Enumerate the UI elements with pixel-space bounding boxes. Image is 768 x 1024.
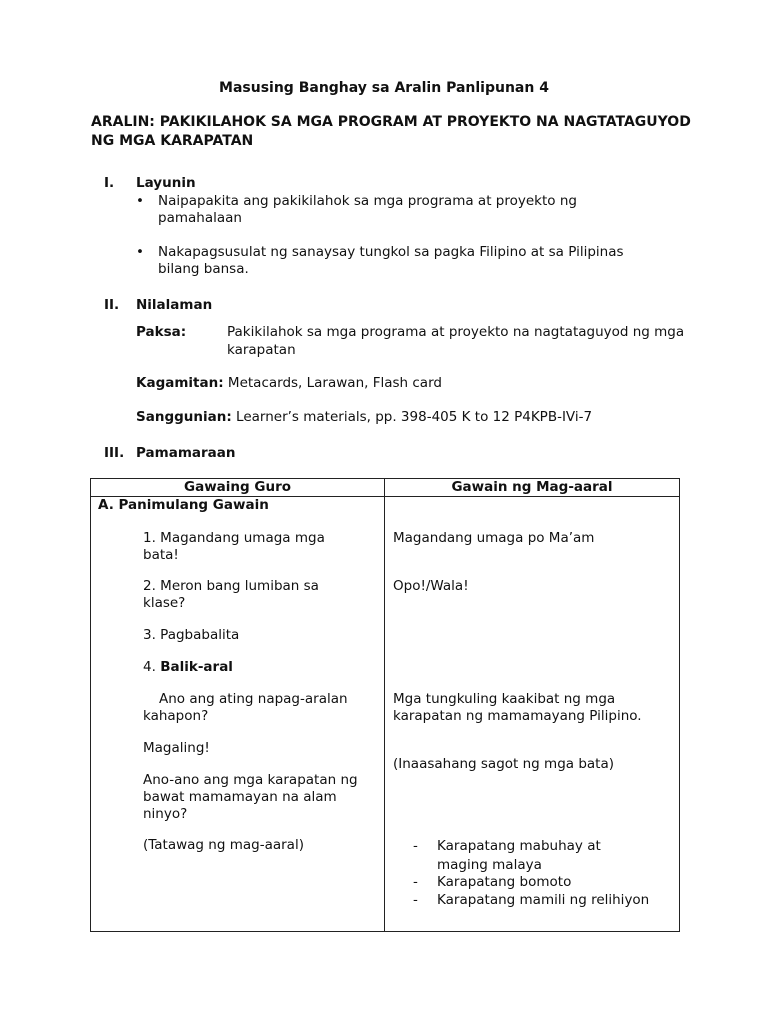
guro-step-4-label: Balik-aral (160, 659, 233, 675)
bullet-icon: • (136, 244, 144, 260)
student-reply-2: Opo!/Wala! (393, 578, 469, 594)
mag-aaral-cell (385, 497, 680, 932)
section-3-title: Pamamaraan (136, 445, 236, 461)
student-expected-answer: (Inaasahang sagot ng mga bata) (393, 756, 614, 772)
section-2-number: II. (104, 297, 120, 313)
col-header-guro: Gawaing Guro (91, 479, 385, 497)
sanggunian-value: Learner’s materials, pp. 398-405 K to 12 P4KPB-IVi-7 (236, 409, 593, 425)
list-item (413, 874, 572, 891)
part-a-heading: A. Panimulang Gawain (98, 497, 269, 513)
right-item-3: Karapatang mamili ng relihiyon (437, 892, 650, 908)
section-1-number: I. (104, 175, 115, 191)
guro-step-4 (143, 659, 233, 676)
paksa-field: Paksa: Pakikilahok sa mga programa at proyekto na nagtataguyod ng mga karapatan (136, 323, 696, 341)
section-1-title: Layunin (136, 175, 196, 191)
kagamitan-field: Kagamitan: Metacards, Larawan, Flash card (136, 375, 442, 391)
objective-2-text: Nakapagsusulat ng sanaysay tungkol sa pagka Filipino at sa Pilipinas bilang bansa. (158, 244, 624, 277)
procedure-table (90, 478, 680, 932)
guro-question-1: Ano ang ating napag-aralan kahapon? (143, 691, 348, 724)
table-header-row (91, 479, 680, 497)
list-item (413, 837, 601, 873)
dash-marker: - (413, 874, 418, 890)
guro-cell (91, 497, 385, 932)
table-row (91, 497, 680, 932)
section-2-title: Nilalaman (136, 297, 213, 313)
paksa-label: Paksa (136, 324, 181, 340)
guro-praise: Magaling! (143, 740, 210, 756)
guro-question-2: Ano-ano ang mga karapatan ng bawat mamamayan na alam ninyo? (143, 772, 358, 822)
dash-marker: - (413, 838, 418, 854)
guro-step-3: 3. Pagbabalita (143, 627, 240, 643)
right-item-2: Karapatang bomoto (437, 874, 572, 890)
dash-marker: - (413, 892, 418, 908)
student-reply-3: Mga tungkuling kaakibat ng mga karapatan ng mamamayang Pilipino. (393, 691, 642, 724)
kagamitan-label: Kagamitan (136, 375, 219, 391)
section-3-number: III. (104, 445, 125, 461)
objective-1-text: Naipapakita ang pakikilahok sa mga programa at proyekto ng pamahalaan (158, 193, 577, 226)
guro-call-student: (Tatawag ng mag-aaral) (143, 837, 304, 853)
col-header-mag-aaral: Gawain ng Mag-aaral (385, 479, 680, 497)
paksa-value: Pakikilahok sa mga programa at proyekto na nagtataguyod ng mga karapatan (227, 324, 685, 358)
list-item (413, 892, 650, 909)
student-reply-1: Magandang umaga po Ma’am (393, 530, 595, 546)
guro-step-1: 1. Magandang umaga mga bata! (143, 530, 325, 563)
bullet-icon: • (136, 193, 144, 209)
guro-step-2: 2. Meron bang lumiban sa klase? (143, 578, 319, 611)
document-title: Masusing Banghay sa Aralin Panlipunan 4 (219, 80, 549, 96)
kagamitan-value: Metacards, Larawan, Flash card (227, 375, 442, 391)
guro-step-4-number: 4. (143, 659, 156, 675)
sanggunian-field: Sanggunian: Learner’s materials, pp. 398-405 K to 12 P4KPB-IVi-7 (136, 409, 593, 425)
right-item-1: Karapatang mabuhay at maging malaya (437, 838, 601, 873)
sanggunian-label: Sanggunian (136, 409, 227, 425)
aralin-heading: ARALIN: PAKIKILAHOK SA MGA PROGRAM AT PROYEKTO NA NAGTATAGUYOD NG MGA KARAPATAN (91, 114, 691, 149)
